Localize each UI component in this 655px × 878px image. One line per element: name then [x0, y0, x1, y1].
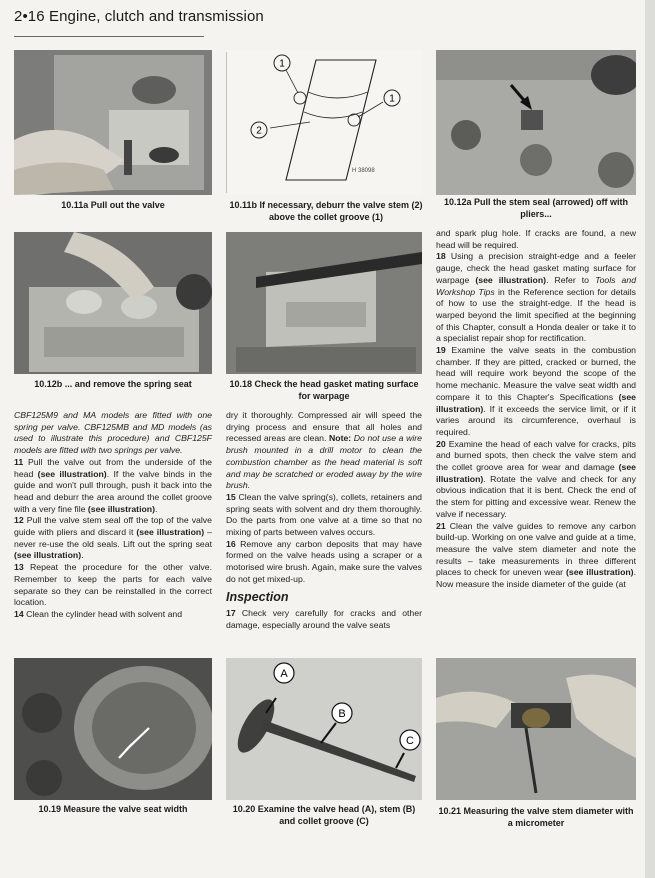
step-20-text: Examine the head of each valve for cracks, pits and burned spots, then check the valve stem and the collet groove area for wear and damage: [436, 438, 636, 473]
drawing-label-1b: 1: [389, 93, 395, 105]
figure-10-11a-photo: [14, 50, 212, 195]
step-15-text: Clean the valve spring(s), collets, retainers and spring seats with solvent and dry them thoroughly. Do the parts from one valve at a time so that no mixing of parts between valves occurs.: [226, 491, 422, 538]
step-16-text: Remove any carbon deposits that may have formed on the valve heads using a scraper or a motorised wire brush. Again, make sure the valves do not get mixed-up.: [226, 538, 423, 584]
figure-10-19-caption: 10.19 Measure the valve seat width: [38, 804, 188, 814]
step-12-text-2: – never re-use the old seals. Lift out the spring seat: [14, 527, 212, 549]
page-title: Engine, clutch and transmission: [48, 8, 264, 25]
step-21-ref: (see illustration): [565, 567, 634, 578]
page-number: 2•16: [14, 8, 45, 25]
text-column-2: [226, 410, 422, 632]
figure-10-18-photo: [226, 232, 422, 374]
step-21-text: Clean the valve guides to remove any carbon build-up. Working on one valve and guide at a time, measure the valve stem diameter and note the results – take measurements in three different places to check for uneven wear: [436, 520, 636, 578]
figure-10-18-caption: 10.18 Check the head gasket mating surface for warpage: [229, 379, 419, 401]
step-18-ref: (see illustration): [475, 274, 547, 285]
step-14-number: 14: [14, 608, 24, 619]
note-text: Do not use a wire brush mounted in a drill motor to clean the combustion chamber as the head material is soft and may be scratched or eroded away by the wire brush.: [226, 433, 422, 491]
step-20-number: 20: [436, 438, 446, 449]
step-14-text: Clean the cylinder head with solvent and: [26, 608, 183, 619]
step-12-ref-1: (see illustration): [136, 527, 205, 538]
figure-10-12a-photo: [436, 50, 636, 195]
step-19-ref: (see illustration): [436, 391, 636, 414]
page-header: [14, 8, 264, 25]
step-21-number: 21: [436, 520, 446, 531]
step-18-ref-book: Tools and Workshop Tips: [436, 274, 637, 297]
step-17-continued: and spark plug hole. If cracks are found, a new head will be required.: [436, 228, 636, 250]
step-11-ref-1: (see illustration): [37, 468, 107, 479]
text-column-3: [436, 228, 636, 591]
step-13-text: Repeat the procedure for the other valve. Remember to keep the parts for each valve separate so they can be reinstalled in the correct location.: [14, 562, 212, 608]
figure-10-19-photo: [14, 658, 212, 800]
step-19-text: Examine the valve seats in the combustion chamber. If they are pitted, cracked or burned, the head will require work beyond the scope of the home mechanic. Measure the valve seat width and compare it to this Chapter's Specifications: [436, 345, 636, 402]
step-19-text-2: . If it exceeds the service limit, or if it varies around its circumference, overhaul is required.: [436, 403, 636, 437]
step-20-text-2: . Rotate the valve and check for any obvious indication that it is bent. Check the end of the stem for pitting and excessive wear. Renew the valve if necessary.: [436, 473, 636, 519]
step-16-number: 16: [226, 538, 236, 549]
figure-10-20-photo: [226, 658, 422, 800]
step-17-number: 17: [226, 608, 236, 619]
step-15-number: 15: [226, 491, 236, 502]
label-a: A: [280, 668, 288, 680]
figure-10-12a-caption: 10.12a Pull the stem seal (arrowed) off with pliers...: [443, 197, 629, 219]
figure-10-21-photo: [436, 658, 636, 800]
step-12-end: .: [81, 550, 84, 561]
page-edge-bar: [645, 0, 655, 878]
step-17-text: Check very carefully for cracks and other damage, especially around the valve seats: [226, 608, 422, 630]
intro-paragraph: CBF125M9 and MA models are fitted with one spring per valve. CBF125MB and MD models (as used to illustrate this procedure) and CBF125F models are fitted with two springs per valve.: [14, 410, 212, 456]
figure-10-12b-caption: 10.12b ... and remove the spring seat: [34, 379, 192, 389]
figure-10-21-caption: 10.21 Measuring the valve stem diameter with a micrometer: [438, 806, 634, 828]
step-11-number: 11: [14, 456, 24, 467]
header-rule: [14, 36, 204, 37]
step-11-text: Pull the valve out from the underside of the head: [14, 456, 212, 479]
step-18-text: Using a precision straight-edge and a feeler gauge, check the head gasket mating surface for warpage: [436, 251, 636, 285]
figure-10-11b-caption: 10.11b If necessary, deburr the valve stem (2) above the collet groove (1): [229, 200, 423, 222]
step-18-text-2: . Refer to: [546, 274, 590, 285]
step-13-number: 13: [14, 562, 24, 573]
step-11-text-2: . If the valve binds in the guide and won't pull through, push it back into the head and deburr the area around the collet groove with a very fine file: [14, 468, 212, 514]
figure-10-11b-drawing: [226, 50, 422, 195]
step-12-number: 12: [14, 515, 24, 526]
drawing-label-2: 2: [256, 125, 262, 137]
step-12-text: Pull the valve stem seal off the top of the valve guide with pliers and discard it: [14, 515, 212, 538]
label-b: B: [338, 708, 346, 720]
step-12-ref-2: (see illustration): [14, 550, 82, 561]
section-heading-inspection: Inspection: [226, 589, 289, 604]
figure-10-20-caption: 10.20 Examine the valve head (A), stem (B) and collet groove (C): [232, 804, 416, 826]
step-19-number: 19: [436, 345, 446, 356]
step-14-continued: dry it thoroughly. Compressed air will speed the drying process and ensure that all holes and recessed areas are clean.: [226, 410, 422, 444]
drawing-label-1a: 1: [279, 58, 285, 70]
label-c: C: [406, 735, 414, 747]
step-11-ref-2: (see illustration): [87, 503, 155, 514]
note-label: Note:: [329, 433, 352, 444]
text-column-1: [14, 410, 212, 621]
step-18-number: 18: [436, 251, 446, 262]
figure-10-11a-caption: 10.11a Pull out the valve: [61, 200, 165, 210]
step-18-text-3: in the Reference section for details of how to use the straight-edge. If the head is warped beyond the limit specified at the beginning of this Chapter, consult a Honda dealer or take it to a specialist repair shop for rectification.: [436, 286, 637, 344]
figure-10-12b-photo: [14, 232, 212, 374]
drawing-code: H 38098: [352, 168, 375, 174]
step-21-text-2: . Now measure the inside diameter of the guide (at: [436, 567, 636, 590]
step-20-ref: (see illustration): [436, 462, 636, 484]
step-11-end: .: [155, 503, 158, 514]
